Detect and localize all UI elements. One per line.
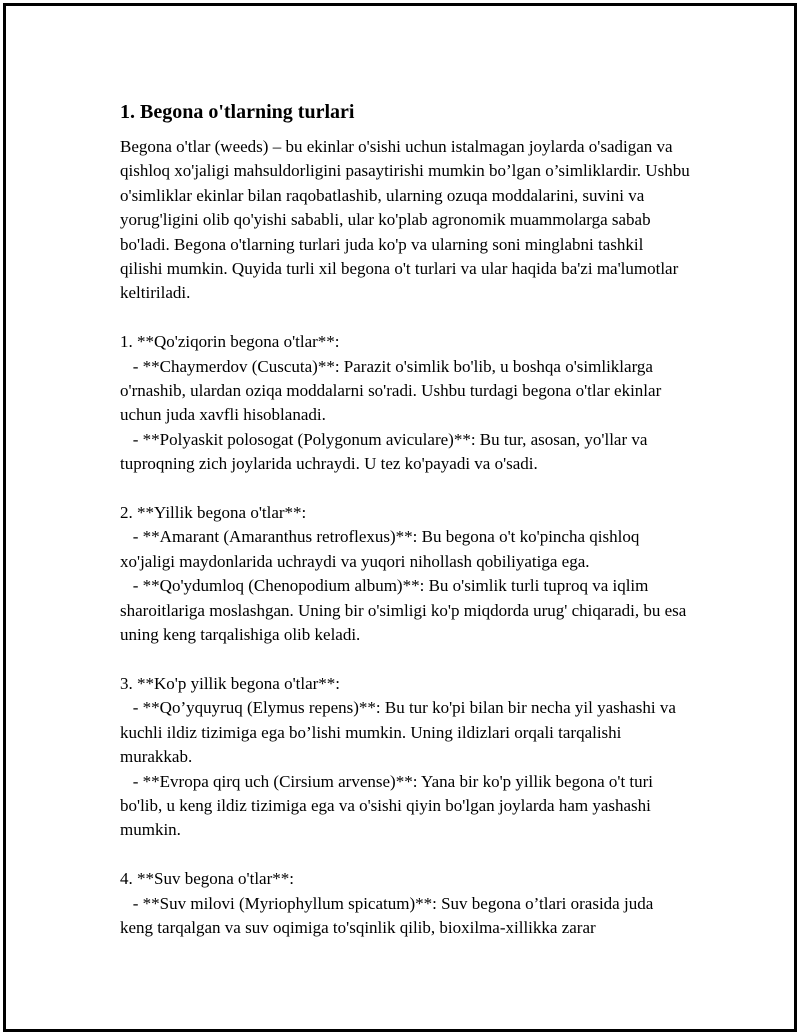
- list-item: - **Chaymerdov (Cuscuta)**: Parazit o'simlik bo'lib, u boshqa o'simliklarga o'rnashib, ulardan oziqa moddalarni so'radi. Ushbu turdagi begona o'tlar ekinlar uchun juda xavfli hisoblanadi.: [120, 356, 666, 425]
- paragraph-gap: [120, 306, 690, 330]
- section-title: 4. **Suv begona o'tlar**:: [120, 869, 294, 889]
- list-item: - **Suv milovi (Myriophyllum spicatum)**: Suv begona o’tlari orasida juda keng tarqalgan va suv oqimiga to'sqinlik qilib, bioxilma-xillikka zarar: [120, 893, 658, 937]
- section-heading: 1. Begona o'tlarning turlari: [120, 101, 355, 123]
- section-title: 1. **Qo'ziqorin begona o'tlar**:: [120, 332, 340, 352]
- section-title: 2. **Yillik begona o'tlar**:: [120, 503, 307, 523]
- paragraph-gap: [120, 843, 690, 867]
- paragraph-gap: [120, 648, 690, 672]
- paragraph-gap: [120, 477, 690, 501]
- document-body: [120, 98, 694, 940]
- intro-paragraph: Begona o'tlar (weeds) – bu ekinlar o'sishi uchun istalmagan joylarda o'sadigan va qishloq xo'jaligi mahsuldorligini pasaytirishi mumkin bo’lgan o’simliklardir. Ushbu o'simliklar ekinlar bilan raqobatlashib, ularning ozuqa moddalarini, suvini va yorug'ligini olib qo'yishi sababli, ular ko'plab agronomik muammolarga sabab bo'ladi. Begona o'tlarning turlari juda ko'p va ularning soni minglabni tashkil qilishi mumkin. Quyida turli xil begona o't turlari va ular haqida ba'zi ma'lumotlar keltiriladi.: [120, 137, 694, 303]
- document-page: [3, 3, 797, 1032]
- section-title: 3. **Ko'p yillik begona o'tlar**:: [120, 673, 341, 693]
- list-item: - **Qo'ydumloq (Chenopodium album)**: Bu o'simlik turli tuproq va iqlim sharoitlariga moslashgan. Uning bir o'simligi ko'p miqdorda urug' chiqaradi, bu esa uning keng tarqalishiga olib keladi.: [120, 576, 691, 645]
- list-item: - **Polyaskit polosogat (Polygonum aviculare)**: Bu tur, asosan, yo'llar va tuproqning zich joylarida uchraydi. U tez ko'payadi va o'sadi.: [120, 429, 652, 474]
- list-item: - **Amarant (Amaranthus retroflexus)**: Bu begona o't ko'pincha qishloq xo'jaligi maydonlarida uchraydi va yuqori nihollash qobiliyatiga ega.: [120, 527, 644, 571]
- list-item: - **Evropa qirq uch (Cirsium arvense)**: Yana bir ko'p yillik begona o't turi bo'lib, u keng ildiz tizimiga ega va o'sishi qiyin bo'lgan joylarda ham yashashi mumkin.: [120, 771, 658, 840]
- list-item: - **Qo’yquyruq (Elymus repens)**: Bu tur ko'pi bilan bir necha yil yashashi va kuchli ildiz tizimiga ega bo’lishi mumkin. Uning ildizlari orqali tarqalishi murakkab.: [120, 698, 681, 767]
